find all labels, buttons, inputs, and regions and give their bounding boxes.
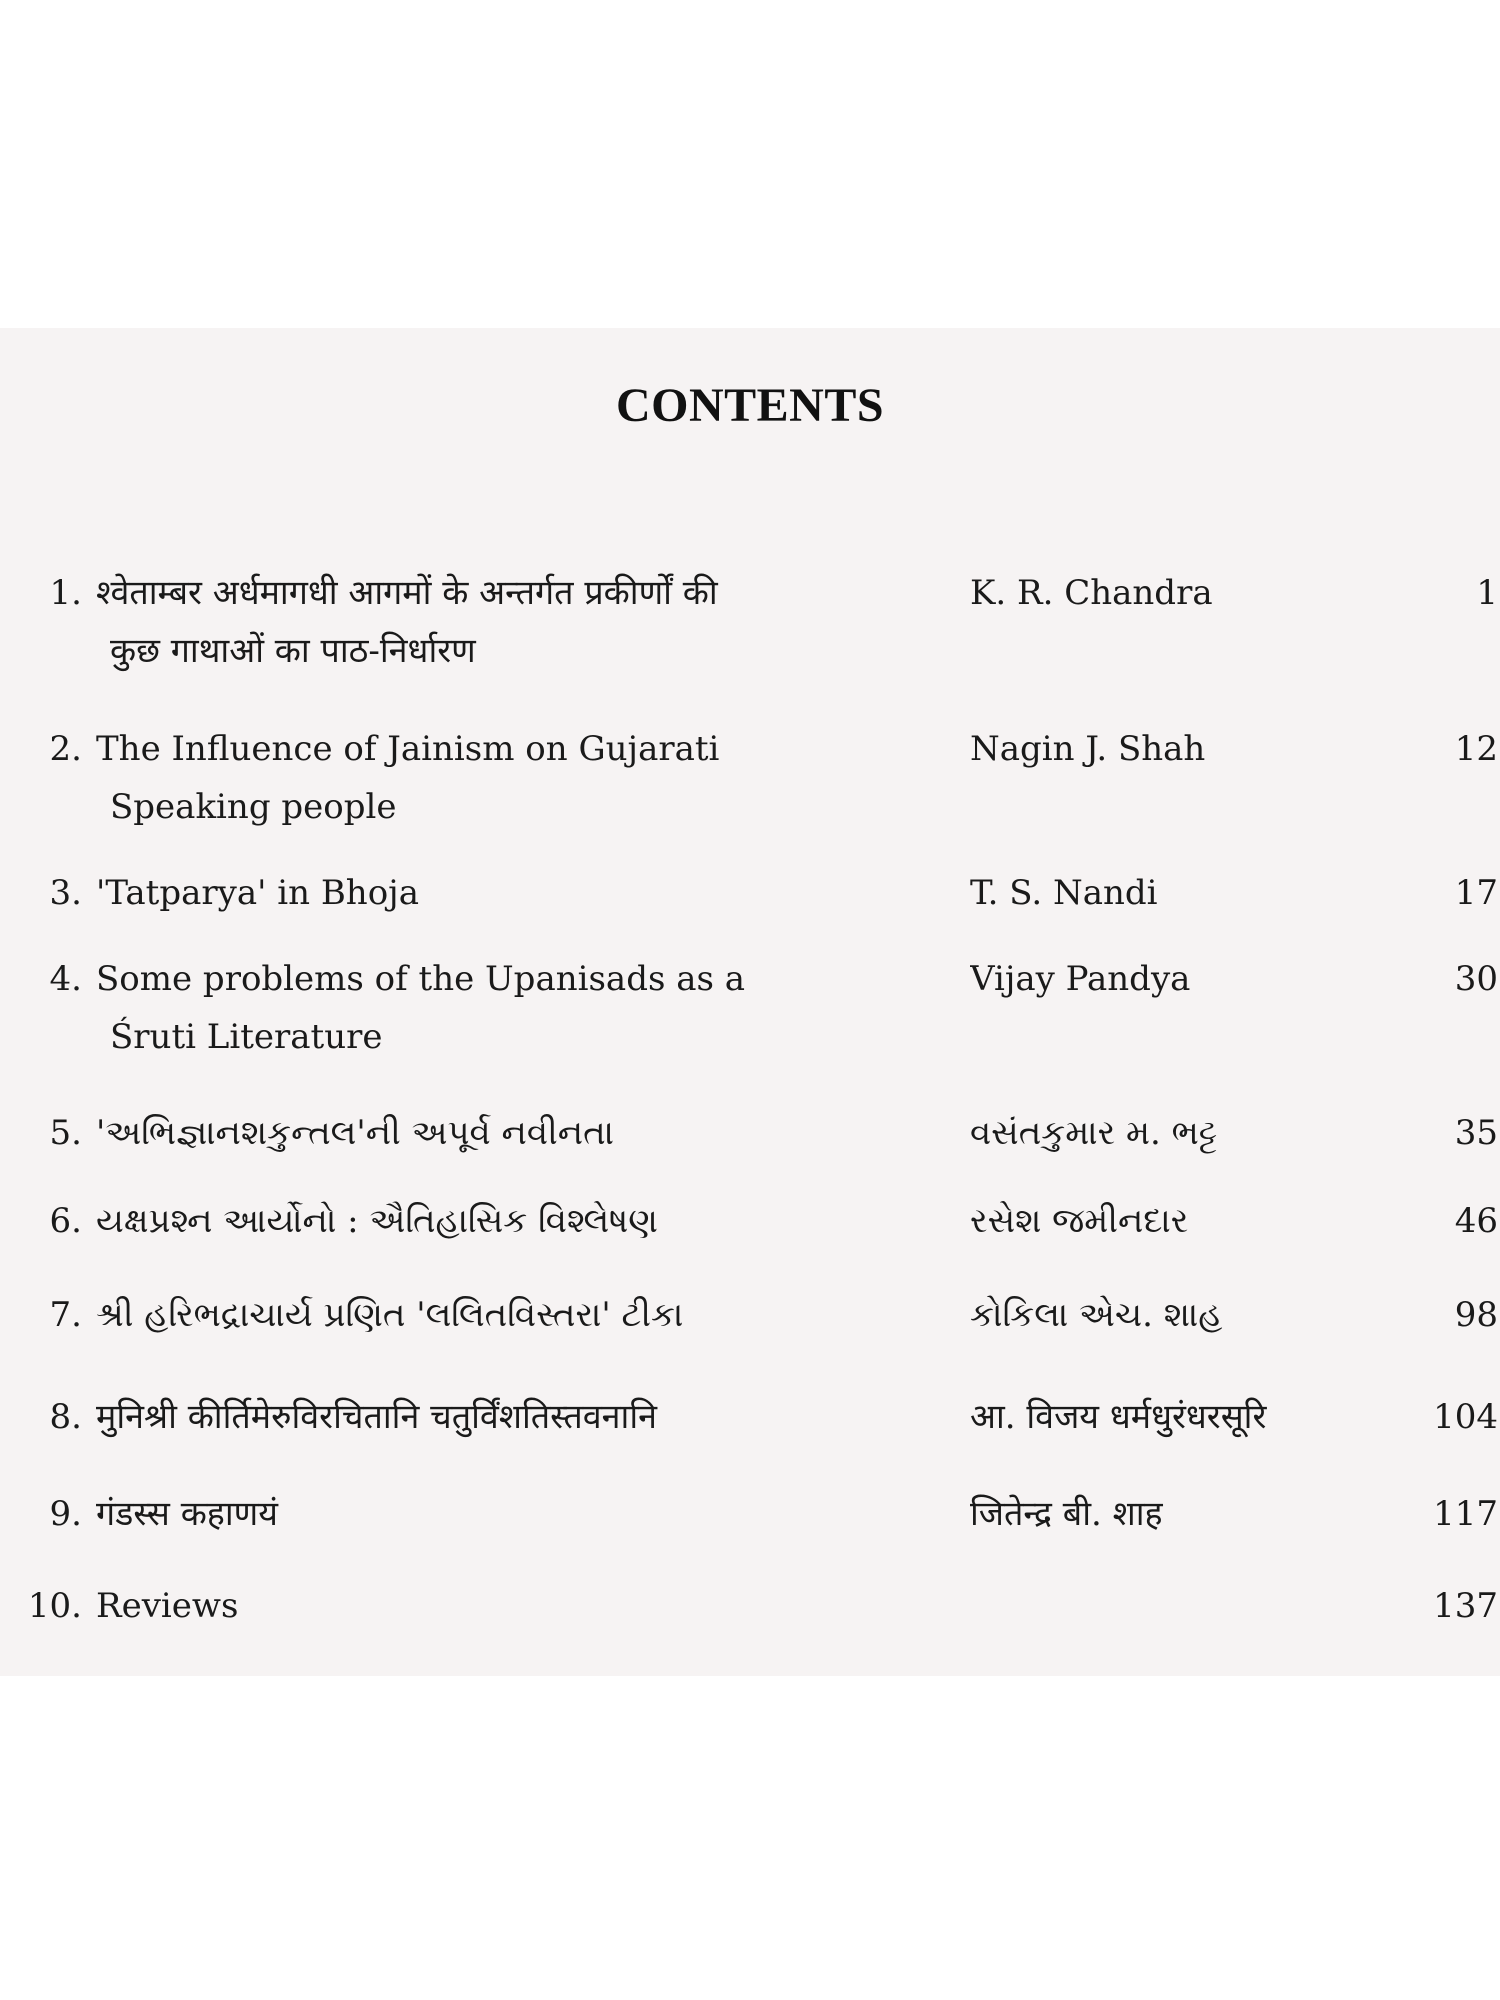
entry-title-line: Reviews [96, 1586, 239, 1626]
entry-title [96, 950, 916, 1066]
entry-number: 7. [49, 1295, 82, 1335]
entry-title-line: યક્ષપ્રશ્ન આર્યોનો : ઐતિહાસિક વિશ્લેષણ [96, 1201, 658, 1241]
entry-page: 117 [1433, 1494, 1498, 1534]
entry-title [96, 1577, 916, 1635]
entry-number: 6. [49, 1201, 82, 1241]
entry-title-line: શ્રી હરિભદ્રાચાર્ય પ્રણિત 'લલિતવિસ્તરા' ટીકા [96, 1295, 684, 1335]
entry-title-line: श्वेताम्बर अर्धमागधी आगमों के अन्तर्गत प्रकीर्णों की [96, 573, 718, 613]
entry-author: T. S. Nandi [970, 873, 1158, 913]
entry-number: 1. [49, 573, 82, 613]
entry-number: 9. [49, 1494, 82, 1534]
entry-title-line: मुनिश्री कीर्तिमेरुविरचितानि चतुर्विंशतिस्तवनानि [96, 1397, 657, 1437]
entry-title [96, 1104, 916, 1162]
entry-page: 35 [1454, 1113, 1498, 1153]
entry-number: 8. [49, 1397, 82, 1437]
entry-title-line: कुछ गाथाओं का पाठ-निर्धारण [110, 631, 476, 671]
entry-title-line: 'અભિજ્ઞાનશકુન્તલ'ની અપૂર્વ નવીનતા [96, 1113, 614, 1153]
entry-author: जितेन्द्र बी. शाह [970, 1494, 1163, 1534]
entry-title-line: 'Tatparya' in Bhoja [96, 873, 419, 913]
entry-title-line: गंडस्स कहाणयं [96, 1494, 278, 1534]
entry-title-line: Speaking people [110, 787, 397, 827]
entry-page: 104 [1433, 1397, 1498, 1437]
entry-author: K. R. Chandra [970, 573, 1213, 613]
entry-page: 17 [1454, 873, 1498, 913]
entry-title [96, 1388, 916, 1446]
entry-page: 137 [1433, 1586, 1498, 1626]
entry-page: 30 [1454, 959, 1498, 999]
entry-author: Vijay Pandya [970, 959, 1191, 999]
entry-page: 1 [1476, 573, 1498, 613]
entry-author: કોકિલા એચ. શાહ [970, 1295, 1223, 1335]
entry-number: 10. [27, 1586, 82, 1626]
entry-title [96, 864, 916, 922]
entry-number: 2. [49, 729, 82, 769]
entry-number: 3. [49, 873, 82, 913]
entry-page: 12 [1454, 729, 1498, 769]
entry-title [96, 1192, 916, 1250]
entry-title-line: Some problems of the Upanisads as a [96, 959, 746, 999]
page-title: CONTENTS [615, 379, 885, 432]
entry-number: 5. [49, 1113, 82, 1153]
entry-title-line: Śruti Literature [110, 1017, 383, 1057]
entry-author: Nagin J. Shah [970, 729, 1206, 769]
entry-title [96, 720, 916, 836]
entry-title [96, 564, 916, 680]
entry-page: 46 [1454, 1201, 1498, 1241]
entry-title [96, 1286, 916, 1344]
entry-author: રસેશ જમીનદાર [970, 1201, 1189, 1241]
entry-title [96, 1485, 916, 1543]
entry-page: 98 [1454, 1295, 1498, 1335]
entry-author: आ. विजय धर्मधुरंधरसूरि [970, 1397, 1267, 1437]
entry-author: વસંતકુમાર મ. ભટ્ટ [970, 1113, 1218, 1153]
entry-number: 4. [49, 959, 82, 999]
entry-title-line: The Influence of Jainism on Gujarati [96, 729, 720, 769]
